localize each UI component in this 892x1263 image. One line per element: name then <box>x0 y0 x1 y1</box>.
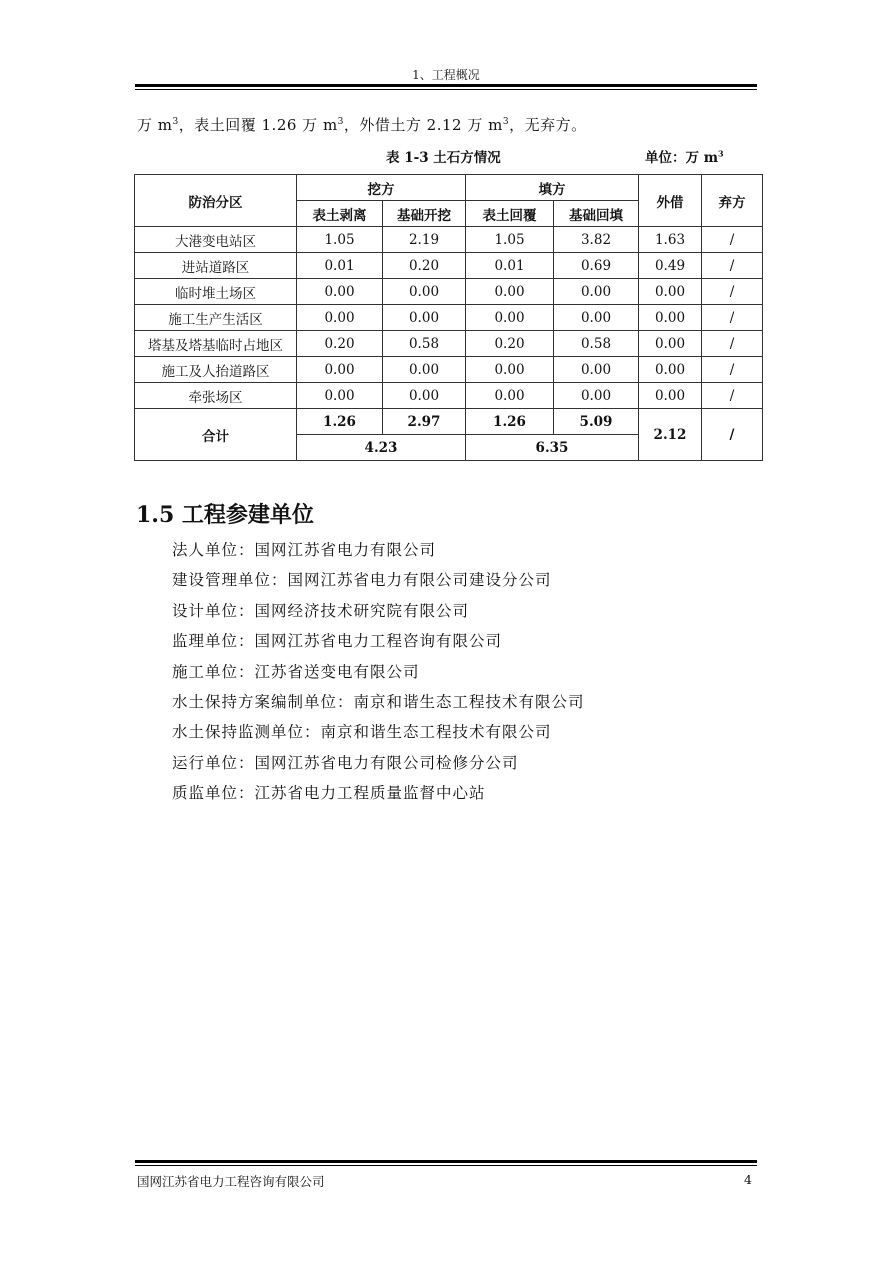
table-row <box>135 357 763 383</box>
cell-fill-topsoil: 0.20 <box>466 331 554 357</box>
table-caption: 表 1-3 土石方情况 <box>386 150 501 166</box>
table-unit: 单位：万 $m^3$ <box>645 148 724 166</box>
participant-units-list <box>172 538 585 812</box>
header-dig: 挖方 <box>297 175 466 201</box>
cell-dig-topsoil: 1.05 <box>297 227 383 253</box>
list-item: 水土保持监测单位：南京和谐生态工程技术有限公司 <box>172 723 552 742</box>
cell-dig-foundation: 0.20 <box>383 253 466 279</box>
header-waste: 弃方 <box>702 175 763 227</box>
list-item: 监理单位：国网江苏省电力工程咨询有限公司 <box>172 632 503 651</box>
list-item: 建设管理单位：国网江苏省电力有限公司建设分公司 <box>172 571 552 590</box>
cell-dig-topsoil: 0.01 <box>297 253 383 279</box>
cell-borrow: 0.00 <box>639 305 702 331</box>
header-borrow: 外借 <box>639 175 702 227</box>
header-zone: 防治分区 <box>135 175 297 227</box>
cell-waste: / <box>702 279 763 305</box>
list-item: 水土保持方案编制单位：南京和谐生态工程技术有限公司 <box>172 692 585 711</box>
cell-dig-topsoil: 0.20 <box>297 331 383 357</box>
row-zone: 临时堆土场区 <box>135 279 297 305</box>
cell-fill-topsoil: 0.00 <box>466 383 554 409</box>
footer-company: 国网江苏省电力工程咨询有限公司 <box>137 1174 325 1189</box>
cell-waste: / <box>702 305 763 331</box>
total-waste: / <box>702 409 763 461</box>
footer-rule-thin <box>135 1165 757 1166</box>
cell-fill-topsoil: 0.00 <box>466 279 554 305</box>
cell-borrow: 0.00 <box>639 357 702 383</box>
table-row <box>135 253 763 279</box>
cell-dig-foundation: 0.00 <box>383 305 466 331</box>
cell-fill-foundation: 0.00 <box>554 383 639 409</box>
total-row <box>135 409 763 435</box>
header-fill-foundation: 基础回填 <box>554 201 639 227</box>
row-zone: 施工生产生活区 <box>135 305 297 331</box>
cell-fill-topsoil: 0.00 <box>466 357 554 383</box>
header-dig-topsoil: 表土剥离 <box>297 201 383 227</box>
table-row <box>135 383 763 409</box>
total-dig-sum: 4.23 <box>297 435 466 461</box>
cell-fill-foundation: 0.00 <box>554 357 639 383</box>
cell-dig-foundation: 0.00 <box>383 279 466 305</box>
cell-fill-topsoil: 0.01 <box>466 253 554 279</box>
cell-waste: / <box>702 331 763 357</box>
cell-dig-topsoil: 0.00 <box>297 357 383 383</box>
cell-dig-foundation: 0.00 <box>383 383 466 409</box>
cell-borrow: 0.49 <box>639 253 702 279</box>
list-item: 运行单位：国网江苏省电力有限公司检修分公司 <box>172 753 519 772</box>
list-item: 施工单位：江苏省送变电有限公司 <box>172 662 420 681</box>
cell-borrow: 0.00 <box>639 383 702 409</box>
section-title: 1.5 工程参建单位 <box>136 502 314 528</box>
page-header-title: 1、工程概况 <box>412 68 480 82</box>
page-number: 4 <box>744 1172 752 1187</box>
list-item: 质监单位：江苏省电力工程质量监督中心站 <box>172 784 486 803</box>
header-dig-foundation: 基础开挖 <box>383 201 466 227</box>
cell-dig-foundation: 2.19 <box>383 227 466 253</box>
cell-fill-foundation: 3.82 <box>554 227 639 253</box>
cell-fill-foundation: 0.00 <box>554 279 639 305</box>
cell-dig-topsoil: 0.00 <box>297 383 383 409</box>
cell-waste: / <box>702 227 763 253</box>
total-fill-topsoil: 1.26 <box>466 409 554 435</box>
table-row <box>135 331 763 357</box>
row-zone: 进站道路区 <box>135 253 297 279</box>
cell-borrow: 0.00 <box>639 279 702 305</box>
cell-borrow: 1.63 <box>639 227 702 253</box>
row-zone: 大港变电站区 <box>135 227 297 253</box>
total-fill-foundation: 5.09 <box>554 409 639 435</box>
header-rule-thick <box>135 84 757 87</box>
footer-rule-thick <box>135 1160 757 1163</box>
cell-borrow: 0.00 <box>639 331 702 357</box>
total-borrow: 2.12 <box>639 409 702 461</box>
header-rule-thin <box>135 89 757 90</box>
list-item: 法人单位：国网江苏省电力有限公司 <box>172 541 437 559</box>
header-fill: 填方 <box>466 175 639 201</box>
intro-paragraph: 万 $m^3$，表土回覆 1.26 万 $m^3$，外借土方 2.12 万 $m^3$，无弃方。 <box>137 116 587 134</box>
cell-fill-topsoil: 0.00 <box>466 305 554 331</box>
cell-fill-foundation: 0.58 <box>554 331 639 357</box>
cell-dig-foundation: 0.58 <box>383 331 466 357</box>
cell-waste: / <box>702 357 763 383</box>
list-item: 设计单位：国网经济技术研究院有限公司 <box>172 601 470 620</box>
total-dig-topsoil: 1.26 <box>297 409 383 435</box>
cell-waste: / <box>702 383 763 409</box>
header-fill-topsoil: 表土回覆 <box>466 201 554 227</box>
table-row <box>135 305 763 331</box>
total-fill-sum: 6.35 <box>466 435 639 461</box>
total-dig-foundation: 2.97 <box>383 409 466 435</box>
cell-dig-foundation: 0.00 <box>383 357 466 383</box>
cell-fill-foundation: 0.00 <box>554 305 639 331</box>
table-row <box>135 279 763 305</box>
cell-dig-topsoil: 0.00 <box>297 279 383 305</box>
cell-fill-foundation: 0.69 <box>554 253 639 279</box>
row-zone: 塔基及塔基临时占地区 <box>135 331 297 357</box>
earthwork-table <box>134 174 763 461</box>
row-zone: 牵张场区 <box>135 383 297 409</box>
cell-dig-topsoil: 0.00 <box>297 305 383 331</box>
cell-fill-topsoil: 1.05 <box>466 227 554 253</box>
row-zone: 施工及人抬道路区 <box>135 357 297 383</box>
cell-waste: / <box>702 253 763 279</box>
table-row <box>135 227 763 253</box>
total-label: 合计 <box>135 409 297 461</box>
